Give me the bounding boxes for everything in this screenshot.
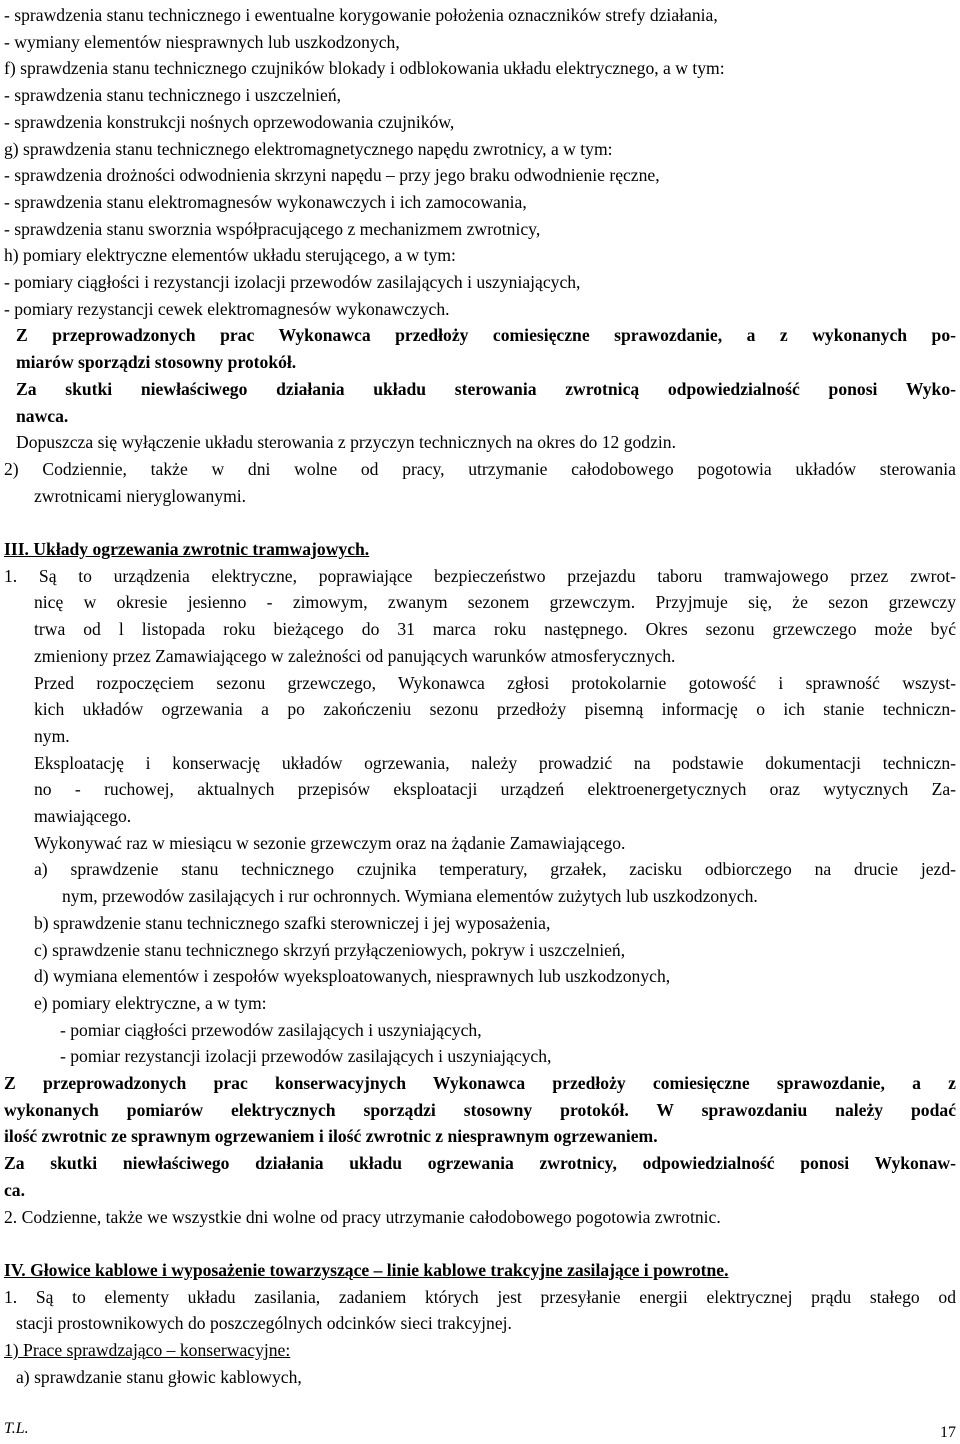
underlined-text: IV. Głowice kablowe i wyposażenie towarzyszące – linie kablowe trakcyjne zasilające i powrotne. — [4, 1259, 729, 1280]
text-line: h) pomiary elektryczne elementów układu sterującego, a w tym: — [4, 245, 456, 266]
text-line: a) sprawdzenie stanu technicznego czujnika temperatury, grzałek, zacisku odbiorczego na drucie jezd- — [34, 859, 956, 880]
text-line: ilość zwrotnic ze sprawnym ogrzewaniem i ilość zwrotnic z niesprawnym ogrzewaniem. — [4, 1126, 658, 1147]
text-line: - pomiar ciągłości przewodów zasilających i uszyniających, — [60, 1019, 482, 1040]
text-line: Z przeprowadzonych prac Wykonawca przedłoży comiesięczne sprawozdanie, a z wykonanych po- — [16, 325, 956, 346]
text-line: nicę w okresie jesienno - zimowym, zwanym sezonem grzewczym. Przyjmuje się, że sezon grzewczy — [34, 592, 956, 613]
text-line: Eksploatację i konserwację układów ogrzewania, należy prowadzić na podstawie dokumentacji techniczn- — [34, 752, 956, 773]
text-line: 2. Codzienne, także we wszystkie dni wolne od pracy utrzymanie całodobowego pogotowia zwrotnic. — [4, 1206, 721, 1227]
text-line: - sprawdzenia konstrukcji nośnych oprzewodowania czujników, — [4, 111, 455, 132]
text-line — [4, 1337, 956, 1364]
text-line: Za skutki niewłaściwego działania układu ogrzewania zwrotnicy, odpowiedzialność ponosi Wykonaw- — [4, 1153, 956, 1174]
text-line — [4, 536, 956, 563]
text-line: no - ruchowej, aktualnych przepisów eksploatacji urządzeń elektroenergetycznych oraz wytycznych Za- — [34, 779, 956, 800]
text-line: - pomiary ciągłości i rezystancji izolacji przewodów zasilających i uszyniających, — [4, 272, 581, 292]
text-line: trwa od l listopada roku bieżącego do 31 marca roku następnego. Okres sezonu grzewczego może być — [34, 619, 956, 640]
text-line: f) sprawdzenia stanu technicznego czujników blokady i odblokowania układu elektrycznego, a w tym: — [4, 58, 725, 79]
text-line: b) sprawdzenie stanu technicznego szafki sterowniczej i jej wyposażenia, — [34, 912, 551, 933]
text-line: g) sprawdzenia stanu technicznego elektromagnetycznego napędu zwrotnicy, a w tym: — [4, 138, 613, 159]
text-line: 1. Są to urządzenia elektryczne, poprawiające bezpieczeństwo przejazdu taboru tramwajowego przez zwrot- — [4, 565, 956, 586]
underlined-text: III. Układy ogrzewania zwrotnic tramwajowych. — [4, 539, 370, 559]
text-line: e) pomiary elektryczne, a w tym: — [34, 992, 267, 1013]
text-line: - sprawdzenia drożności odwodnienia skrzyni napędu – przy jego braku odwodnienie ręczne, — [4, 165, 660, 186]
page-number: 17 — [940, 1424, 956, 1441]
text-line: - sprawdzenia stanu elektromagnesów wykonawczych i ich zamocowania, — [4, 191, 527, 212]
text-line: Z przeprowadzonych prac konserwacyjnych Wykonawca przedłoży comiesięczne sprawozdanie, a z — [4, 1073, 956, 1093]
text-line: Wykonywać raz w miesiącu w sezonie grzewczym oraz na żądanie Zamawiającego. — [34, 832, 626, 853]
text-line: kich układów ogrzewania a po zakończeniu sezonu przedłoży pisemną informację o ich stanie techniczn- — [34, 699, 956, 720]
text-line: mawiającego. — [34, 806, 132, 826]
text-line: a) sprawdzanie stanu głowic kablowych, — [16, 1366, 302, 1387]
text-line: - pomiar rezystancji izolacji przewodów zasilających i uszyniających, — [60, 1046, 552, 1067]
text-line: miarów sporządzi stosowny protokół. — [16, 352, 297, 373]
text-line: - sprawdzenia stanu technicznego i uszczelnień, — [4, 85, 342, 106]
text-line: Za skutki niewłaściwego działania układu sterowania zwrotnicą odpowiedzialność ponosi Wyko- — [16, 378, 956, 399]
text-line: d) wymiana elementów i zespołów wyeksploatowanych, niesprawnych lub uszkodzonych, — [34, 966, 671, 987]
text-line: Przed rozpoczęciem sezonu grzewczego, Wykonawca zgłosi protokolarnie gotowość i sprawność wszyst- — [34, 672, 956, 693]
text-line: nym, przewodów zasilających i rur ochronnych. Wymiana elementów zużytych lub uszkodzonych. — [62, 886, 758, 907]
underlined-text: 1) Prace sprawdzająco – konserwacyjne: — [4, 1340, 291, 1360]
text-line: - sprawdzenia stanu sworznia współpracującego z mechanizmem zwrotnicy, — [4, 218, 541, 239]
text-line: - pomiary rezystancji cewek elektromagnesów wykonawczych. — [4, 298, 450, 319]
text-line: - wymiany elementów niesprawnych lub uszkodzonych, — [4, 31, 400, 52]
text-line: zwrotnicami nieryglowanymi. — [34, 485, 247, 506]
text-line: Dopuszcza się wyłączenie układu sterowania z przyczyn technicznych na okres do 12 godzin. — [16, 432, 676, 453]
text-line: zmieniony przez Zamawiającego w zależności od panujących warunków atmosferycznych. — [34, 645, 676, 666]
text-line: - sprawdzenia stanu technicznego i ewentualne korygowanie położenia oznaczników strefy działania, — [4, 5, 718, 25]
footer-initials: T.L. — [4, 1420, 29, 1437]
text-line: nym. — [34, 725, 70, 746]
text-line: 2) Codziennie, także w dni wolne od pracy, utrzymanie całodobowego pogotowia układów sterowania — [4, 458, 956, 479]
text-line — [4, 1257, 956, 1284]
text-line: wykonanych pomiarów elektrycznych sporządzi stosowny protokół. W sprawozdaniu należy podać — [4, 1099, 956, 1120]
text-line: ca. — [4, 1179, 26, 1200]
text-line: 1. Są to elementy układu zasilania, zadaniem których jest przesyłanie energii elektrycznej prądu stałego od — [4, 1286, 956, 1307]
text-line: stacji prostownikowych do poszczególnych odcinków sieci trakcyjnej. — [16, 1313, 512, 1334]
text-line: c) sprawdzenie stanu technicznego skrzyń przyłączeniowych, pokryw i uszczelnień, — [34, 939, 626, 960]
text-line: nawca. — [16, 405, 69, 426]
